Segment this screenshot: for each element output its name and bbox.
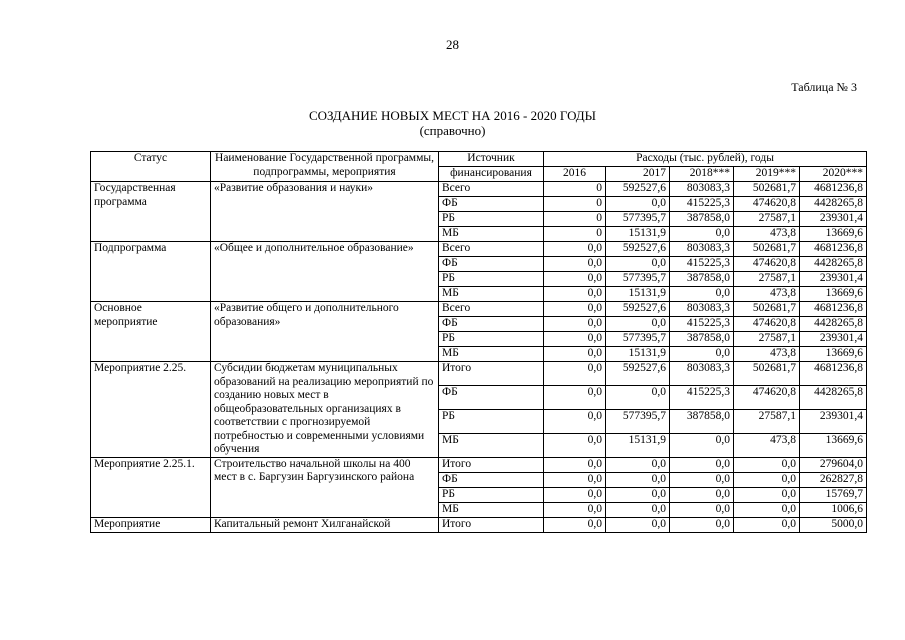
value-cell: 502681,7 (734, 182, 800, 197)
source-cell: Всего (439, 182, 544, 197)
value-cell: 27587,1 (734, 212, 800, 227)
value-cell: 239301,4 (800, 272, 867, 287)
value-cell: 0,0 (734, 517, 800, 532)
value-cell: 239301,4 (800, 332, 867, 347)
value-cell: 0,0 (606, 457, 670, 472)
value-cell: 0,0 (670, 457, 734, 472)
value-cell: 0,0 (670, 517, 734, 532)
source-cell: ФБ (439, 472, 544, 487)
source-cell: Всего (439, 302, 544, 317)
header-year: 2016 (544, 167, 606, 182)
source-cell: ФБ (439, 257, 544, 272)
source-cell: МБ (439, 502, 544, 517)
source-cell: ФБ (439, 317, 544, 332)
value-cell: 577395,7 (606, 409, 670, 433)
value-cell: 803083,3 (670, 302, 734, 317)
value-cell: 0,0 (734, 457, 800, 472)
value-cell: 0 (544, 227, 606, 242)
expenses-table (90, 151, 867, 533)
value-cell: 0,0 (544, 517, 606, 532)
value-cell: 0 (544, 182, 606, 197)
value-cell: 13669,6 (800, 227, 867, 242)
value-cell: 15131,9 (606, 347, 670, 362)
value-cell: 0,0 (670, 502, 734, 517)
source-cell: РБ (439, 272, 544, 287)
value-cell: 473,8 (734, 227, 800, 242)
header-year: 2020*** (800, 167, 867, 182)
value-cell: 262827,8 (800, 472, 867, 487)
table-label: Таблица № 3 (791, 80, 857, 94)
value-cell: 239301,4 (800, 212, 867, 227)
value-cell: 502681,7 (734, 302, 800, 317)
value-cell: 0 (544, 212, 606, 227)
value-cell: 0,0 (544, 347, 606, 362)
value-cell: 27587,1 (734, 409, 800, 433)
value-cell: 0,0 (606, 472, 670, 487)
table-row (91, 362, 867, 386)
value-cell: 15131,9 (606, 433, 670, 457)
value-cell: 0,0 (670, 347, 734, 362)
value-cell: 0,0 (606, 257, 670, 272)
header-expenses: Расходы (тыс. рублей), годы (544, 152, 867, 167)
value-cell: 13669,6 (800, 287, 867, 302)
value-cell: 0,0 (606, 517, 670, 532)
row-name: Капитальный ремонт Хилганайской (211, 517, 439, 532)
value-cell: 0,0 (544, 332, 606, 347)
value-cell: 592527,6 (606, 362, 670, 386)
value-cell: 577395,7 (606, 212, 670, 227)
value-cell: 0,0 (544, 472, 606, 487)
value-cell: 592527,6 (606, 242, 670, 257)
value-cell: 502681,7 (734, 242, 800, 257)
value-cell: 0,0 (670, 487, 734, 502)
value-cell: 15769,7 (800, 487, 867, 502)
source-cell: РБ (439, 212, 544, 227)
value-cell: 592527,6 (606, 182, 670, 197)
value-cell: 803083,3 (670, 242, 734, 257)
value-cell: 415225,3 (670, 317, 734, 332)
value-cell: 0,0 (544, 457, 606, 472)
value-cell: 1006,6 (800, 502, 867, 517)
source-cell: МБ (439, 347, 544, 362)
value-cell: 15131,9 (606, 287, 670, 302)
source-cell: РБ (439, 332, 544, 347)
row-status: Мероприятие 2.25.1. (91, 457, 211, 517)
value-cell: 387858,0 (670, 409, 734, 433)
value-cell: 4428265,8 (800, 257, 867, 272)
value-cell: 0,0 (734, 487, 800, 502)
value-cell: 577395,7 (606, 332, 670, 347)
source-cell: РБ (439, 409, 544, 433)
header-year: 2019*** (734, 167, 800, 182)
value-cell: 592527,6 (606, 302, 670, 317)
header-source-bottom: финансирования (439, 167, 544, 182)
value-cell: 0,0 (606, 502, 670, 517)
source-cell: ФБ (439, 197, 544, 212)
value-cell: 387858,0 (670, 212, 734, 227)
header-name: Наименование Государственной программы, подпрограммы, мероприятия (211, 152, 439, 182)
value-cell: 239301,4 (800, 409, 867, 433)
source-cell: Всего (439, 242, 544, 257)
source-cell: МБ (439, 227, 544, 242)
header-year: 2017 (606, 167, 670, 182)
value-cell: 474620,8 (734, 197, 800, 212)
value-cell: 0,0 (606, 385, 670, 409)
row-status: Мероприятие (91, 517, 211, 532)
source-cell: РБ (439, 487, 544, 502)
value-cell: 0,0 (544, 302, 606, 317)
source-cell: Итого (439, 517, 544, 532)
value-cell: 473,8 (734, 347, 800, 362)
row-name: «Развитие общего и дополнительного образования» (211, 302, 439, 362)
row-status: Основное мероприятие (91, 302, 211, 362)
value-cell: 803083,3 (670, 362, 734, 386)
value-cell: 4681236,8 (800, 182, 867, 197)
value-cell: 27587,1 (734, 272, 800, 287)
value-cell: 0,0 (734, 472, 800, 487)
source-cell: Итого (439, 362, 544, 386)
value-cell: 0,0 (544, 433, 606, 457)
source-cell: МБ (439, 287, 544, 302)
value-cell: 4428265,8 (800, 197, 867, 212)
row-status: Государственная программа (91, 182, 211, 242)
value-cell: 502681,7 (734, 362, 800, 386)
value-cell: 0,0 (544, 502, 606, 517)
value-cell: 0,0 (544, 272, 606, 287)
value-cell: 387858,0 (670, 272, 734, 287)
value-cell: 0,0 (606, 487, 670, 502)
value-cell: 473,8 (734, 433, 800, 457)
table-title-block (0, 108, 905, 138)
value-cell: 5000,0 (800, 517, 867, 532)
value-cell: 0,0 (670, 472, 734, 487)
row-name: «Общее и дополнительное образование» (211, 242, 439, 302)
value-cell: 0,0 (670, 433, 734, 457)
value-cell: 473,8 (734, 287, 800, 302)
value-cell: 279604,0 (800, 457, 867, 472)
value-cell: 577395,7 (606, 272, 670, 287)
row-status: Подпрограмма (91, 242, 211, 302)
value-cell: 0,0 (544, 287, 606, 302)
source-cell: ФБ (439, 385, 544, 409)
value-cell: 0,0 (544, 242, 606, 257)
value-cell: 0 (544, 197, 606, 212)
value-cell: 0,0 (544, 409, 606, 433)
value-cell: 803083,3 (670, 182, 734, 197)
value-cell: 15131,9 (606, 227, 670, 242)
value-cell: 27587,1 (734, 332, 800, 347)
value-cell: 0,0 (544, 257, 606, 272)
value-cell: 0,0 (544, 385, 606, 409)
table-row (91, 242, 867, 257)
value-cell: 415225,3 (670, 385, 734, 409)
value-cell: 387858,0 (670, 332, 734, 347)
row-name: Строительство начальной школы на 400 мест в с. Баргузин Баргузинского района (211, 457, 439, 517)
value-cell: 0,0 (544, 317, 606, 332)
header-status: Статус (91, 152, 211, 182)
header-source-top: Источник (439, 152, 544, 167)
value-cell: 0,0 (606, 197, 670, 212)
table-row (91, 517, 867, 532)
table-row (91, 302, 867, 317)
page-number: 28 (446, 37, 459, 52)
value-cell: 415225,3 (670, 197, 734, 212)
value-cell: 474620,8 (734, 317, 800, 332)
value-cell: 0,0 (544, 487, 606, 502)
value-cell: 474620,8 (734, 257, 800, 272)
row-name: «Развитие образования и науки» (211, 182, 439, 242)
source-cell: МБ (439, 433, 544, 457)
value-cell: 4428265,8 (800, 317, 867, 332)
value-cell: 13669,6 (800, 433, 867, 457)
table-title: СОЗДАНИЕ НОВЫХ МЕСТ НА 2016 - 2020 ГОДЫ (308, 108, 597, 123)
value-cell: 4681236,8 (800, 362, 867, 386)
value-cell: 13669,6 (800, 347, 867, 362)
row-name: Субсидии бюджетам муниципальных образований на реализацию мероприятий по созданию новых мест в общеобразовательных организациях в соответствии с прогнозируемой потребностью и современными условиями обучения (211, 362, 439, 458)
value-cell: 0,0 (670, 287, 734, 302)
value-cell: 0,0 (544, 362, 606, 386)
row-status: Мероприятие 2.25. (91, 362, 211, 458)
value-cell: 0,0 (670, 227, 734, 242)
value-cell: 4681236,8 (800, 302, 867, 317)
value-cell: 0,0 (734, 502, 800, 517)
header-year: 2018*** (670, 167, 734, 182)
table-subtitle: (справочно) (419, 123, 486, 138)
table-row (91, 182, 867, 197)
value-cell: 415225,3 (670, 257, 734, 272)
value-cell: 0,0 (606, 317, 670, 332)
table-row (91, 457, 867, 472)
value-cell: 4428265,8 (800, 385, 867, 409)
value-cell: 474620,8 (734, 385, 800, 409)
source-cell: Итого (439, 457, 544, 472)
value-cell: 4681236,8 (800, 242, 867, 257)
